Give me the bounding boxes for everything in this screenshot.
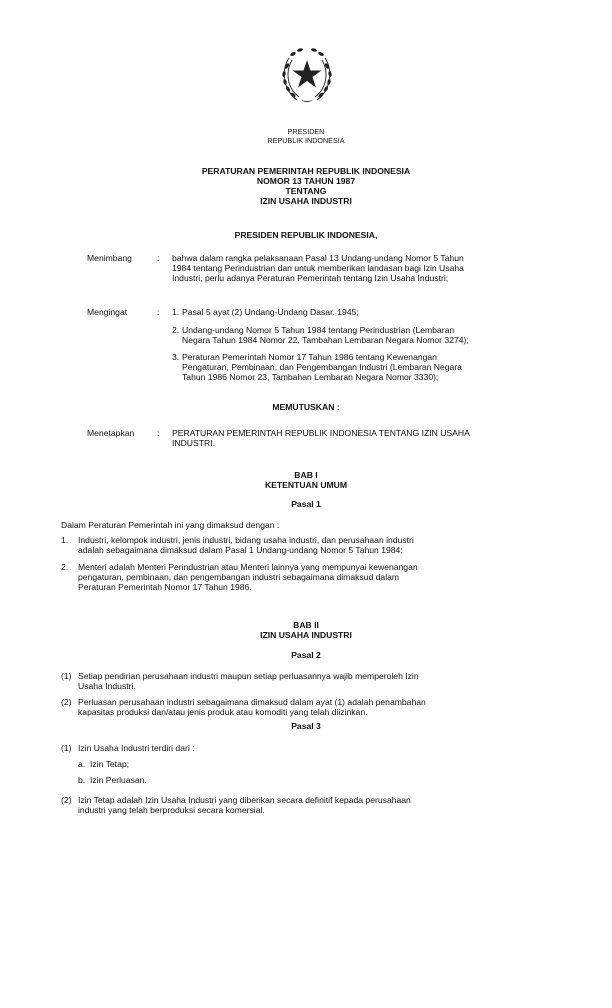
- mengingat-colon: :: [157, 307, 160, 317]
- mengingat-line: Tahun 1986 Nomor 23, Tambahan Lembaran Negara Nomor 3330);: [182, 372, 439, 382]
- pasal1-item: [78, 535, 542, 555]
- title-line1: PERATURAN PEMERINTAH REPUBLIK INDONESIA: [201, 166, 411, 176]
- mengingat-num: 2.: [172, 325, 180, 335]
- pasal1-line: Peraturan Pemerintah Nomor 17 Tahun 1986.: [78, 582, 252, 592]
- pasal3-sub-num: a.: [78, 759, 86, 769]
- pasal3-line: industri yang telah berproduksi secara komersial.: [78, 805, 265, 815]
- menimbang-label: Menimbang: [87, 253, 132, 263]
- pasal3-num: (2): [61, 795, 72, 805]
- pasal1-line: adalah sebagaimana dimaksud dalam Pasal 1 Undang-undang Nomor 5 Tahun 1984;: [78, 545, 403, 555]
- pasal1-line: Industri, kelompok industri, jenis industri, bidang usaha industri, dan perusahaan industri: [78, 535, 414, 545]
- document-title: [0, 166, 612, 206]
- pasal2-item: [78, 671, 542, 691]
- mengingat-line: Pengaturan, Pembinaan, dan Pengembangan Industri (Lembaran Negara: [182, 362, 462, 372]
- mengingat-line: Negara Tahun 1984 Nomor 22, Tambahan Lembaran Negara Nomor 3274);: [182, 335, 469, 345]
- issuer: PRESIDEN REPUBLIK INDONESIA,: [234, 230, 378, 240]
- mengingat-line: Undang-undang Nomor 5 Tahun 1984 tentang Perindustrian (Lembaran: [182, 325, 455, 335]
- menimbang-line: 1984 tentang Perindustrian dan untuk memberikan landasan bagi Izin Usaha: [172, 263, 464, 273]
- bab1-subtitle: KETENTUAN UMUM: [264, 480, 348, 490]
- presidential-emblem-icon: [279, 42, 335, 126]
- pasal2-line: kapasitas produksi dan/atau jenis produk atau komoditi yang telah diizinkan.: [78, 707, 368, 717]
- mengingat-label: Mengingat: [87, 307, 128, 317]
- pasal2-item: [78, 697, 542, 717]
- pasal3-item: Izin Usaha Industri terdiri dari :: [78, 743, 195, 753]
- menimbang-line: bahwa dalam rangka pelaksanaan Pasal 13 Undang-undang Nomor 5 Tahun: [172, 253, 464, 263]
- letterhead-line2: REPUBLIK INDONESIA: [267, 135, 345, 145]
- mengingat-num: 3.: [172, 352, 180, 362]
- pasal3-item: [78, 795, 542, 815]
- pasal2-num: (1): [61, 671, 72, 681]
- mengingat-item: [182, 352, 542, 382]
- bab2-title: BAB II: [293, 620, 319, 630]
- pasal3-num: (1): [61, 743, 72, 753]
- pasal1-intro: Dalam Peraturan Pemerintah ini yang dimaksud dengan :: [61, 520, 280, 530]
- mengingat-num: 1.: [172, 307, 180, 317]
- menimbang-text: [172, 253, 542, 283]
- pasal1-num: 1.: [61, 535, 69, 545]
- pasal2-line: Perluasan perusahaan industri sebagaimana dimaksud dalam ayat (1) adalah penambahan: [78, 697, 426, 707]
- mengingat-line: Pasal 5 ayat (2) Undang-Undang Dasar. 1945;: [182, 307, 359, 317]
- menetapkan-line: PERATURAN PEMERINTAH REPUBLIK INDONESIA TENTANG IZIN USAHA: [172, 428, 470, 438]
- letterhead: [0, 128, 612, 145]
- pasal3-heading: Pasal 3: [291, 721, 321, 731]
- bab2-heading: [0, 620, 612, 640]
- pasal2-num: (2): [61, 697, 72, 707]
- menimbang-colon: :: [157, 253, 160, 263]
- pasal1-num: 2.: [61, 562, 69, 572]
- pasal3-sub-item: Izin Tetap;: [90, 759, 130, 769]
- title-line4: IZIN USAHA INDUSTRI: [260, 196, 352, 206]
- mengingat-item: [182, 307, 542, 317]
- menetapkan-label: Menetapkan: [87, 428, 135, 438]
- pasal1-item: [78, 562, 542, 592]
- pasal1-line: pengaturan, pembinaan, dan pengembangan industri sebagaimana dimaksud dalam: [78, 572, 400, 582]
- pasal3-sub-num: b.: [78, 775, 86, 785]
- pasal2-line: Usaha Industri.: [78, 681, 136, 691]
- menetapkan-line: INDUSTRI.: [172, 438, 215, 448]
- pasal2-line: Setiap pendirian perusahaan industri maupun setiap perluasannya wajib memperoleh Izin: [78, 671, 419, 681]
- memutuskan-heading: MEMUTUSKAN :: [272, 402, 340, 412]
- pasal2-heading: Pasal 2: [291, 650, 321, 660]
- bab1-heading: [0, 470, 612, 490]
- title-line3: TENTANG: [285, 186, 327, 196]
- pasal1-heading: Pasal 1: [291, 499, 321, 509]
- menimbang-line: Industri, perlu adanya Peraturan Pemerintah tentang Izin Usaha Industri;: [172, 273, 449, 283]
- pasal3-sub-item: Izin Perluasan.: [90, 775, 147, 785]
- letterhead-line1: PRESIDEN: [287, 127, 325, 136]
- pasal1-line: Menteri adalah Menteri Perindustrian atau Menteri lainnya yang mempunyai kewenangan: [78, 562, 418, 572]
- bab2-subtitle: IZIN USAHA INDUSTRI: [260, 630, 352, 640]
- pasal3-line: Izin Tetap adalah Izin Usaha Industri yang diberikan secara definitif kepada perusahaan: [78, 795, 411, 805]
- mengingat-line: Peraturan Pemerintah Nomor 17 Tahun 1986 tentang Kewenangan: [182, 352, 437, 362]
- title-line2: NOMOR 13 TAHUN 1987: [256, 176, 356, 186]
- mengingat-item: [182, 325, 542, 345]
- menetapkan-colon: :: [157, 428, 160, 438]
- bab1-title: BAB I: [294, 470, 318, 480]
- menetapkan-text: [172, 428, 542, 448]
